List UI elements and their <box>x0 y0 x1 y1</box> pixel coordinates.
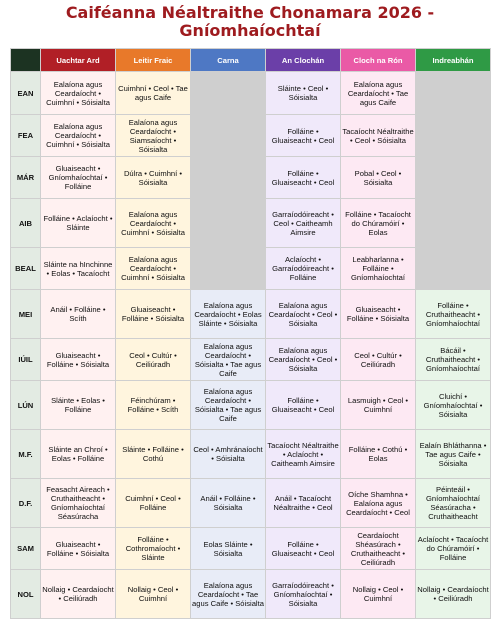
activity-cell: Ealaíona agus Ceardaíocht • Tae agus Caife <box>341 72 416 115</box>
header-row <box>11 49 491 72</box>
activity-cell: Folláine • Cruthaitheacht • Gníomhaíochtaí <box>416 290 491 339</box>
month-label: MEI <box>11 290 41 339</box>
month-label: FEA <box>11 115 41 157</box>
activity-cell: Nollaig • Ceol • Cuimhní <box>341 570 416 619</box>
activity-cell: Gluaiseacht • Folláine • Sóisialta <box>41 528 116 570</box>
table-row <box>11 199 491 248</box>
month-label: AIB <box>11 199 41 248</box>
activity-cell: Nollaig • Ceol • Cuimhní <box>116 570 191 619</box>
column-header: Carna <box>191 49 266 72</box>
activity-cell: Folláine • Gluaiseacht • Ceol <box>266 157 341 199</box>
page-title <box>0 0 500 42</box>
activity-cell: Garraíodóireacht • Ceol • Caitheamh Aimsire <box>266 199 341 248</box>
activity-cell: Sláinte • Ceol • Sóisialta <box>266 72 341 115</box>
table-row <box>11 72 491 115</box>
month-label: LÚN <box>11 381 41 430</box>
month-label: MÁR <box>11 157 41 199</box>
activity-cell: Ealaíona agus Ceardaíocht • Cuimhní • Sóisialta <box>41 72 116 115</box>
activity-cell: Bácáil • Cruthaitheacht • Gníomhaíochtaí <box>416 339 491 381</box>
column-header: Cloch na Rón <box>341 49 416 72</box>
activity-cell: Leabharlanna • Folláine • Gníomhaíochtaí <box>341 248 416 290</box>
empty-cell <box>191 199 266 248</box>
activity-cell: Anáil • Folláine • Sóisialta <box>191 479 266 528</box>
activity-cell: Nollaig • Ceardaíocht • Ceiliúradh <box>416 570 491 619</box>
empty-cell <box>416 72 491 115</box>
month-label: NOL <box>11 570 41 619</box>
activity-cell: Pobal • Ceol • Sóisialta <box>341 157 416 199</box>
page-title-line-2: Gníomhaíochtaí <box>179 21 321 40</box>
activity-cell: Aclaíocht • Tacaíocht do Chúramóirí • Folláine <box>416 528 491 570</box>
activity-cell: Péinteáil • Gníomhaíochtaí Séasúracha • Cruthaitheacht <box>416 479 491 528</box>
activity-cell: Féinchúram • Folláine • Scíth <box>116 381 191 430</box>
activity-cell: Folláine • Cothromaíocht • Sláinte <box>116 528 191 570</box>
month-label: EAN <box>11 72 41 115</box>
table-row <box>11 479 491 528</box>
activity-cell: Nollaig • Ceardaíocht • Ceiliúradh <box>41 570 116 619</box>
table-row <box>11 381 491 430</box>
empty-cell <box>416 157 491 199</box>
activity-cell: Folláine • Tacaíocht do Chúramóirí • Eolas <box>341 199 416 248</box>
activity-cell: Tacaíocht Néaltraithe • Ceol • Sóisialta <box>341 115 416 157</box>
empty-cell <box>416 115 491 157</box>
activity-cell: Lasmuigh • Ceol • Cuimhní <box>341 381 416 430</box>
column-header: An Clochán <box>266 49 341 72</box>
month-label: M.F. <box>11 430 41 479</box>
activity-cell: Gluaiseacht • Folláine • Sóisialta <box>41 339 116 381</box>
activity-cell: Ealaíona agus Ceardaíocht • Ceol • Sóisialta <box>266 290 341 339</box>
table-row <box>11 290 491 339</box>
activity-cell: Ealaíona agus Ceardaíocht • Siamsaíocht • Sóisialta <box>116 115 191 157</box>
activity-cell: Sláinte na hInchinne • Eolas • Tacaíocht <box>41 248 116 290</box>
schedule-body <box>11 72 491 619</box>
empty-cell <box>191 248 266 290</box>
empty-cell <box>191 157 266 199</box>
activity-cell: Folláine • Gluaiseacht • Ceol <box>266 528 341 570</box>
page-title-line-1: Caiféanna Néaltraithe Chonamara 2026 - <box>65 3 435 22</box>
table-row <box>11 248 491 290</box>
schedule-table <box>10 48 491 619</box>
activity-cell: Ealaíona agus Ceardaíocht • Tae agus Caife • Sóisialta <box>191 570 266 619</box>
activity-cell: Cluichí • Gníomhaíochtaí • Sóisialta <box>416 381 491 430</box>
activity-cell: Aclaíocht • Garraíodóireacht • Folláine <box>266 248 341 290</box>
activity-cell: Garraíodóireacht • Gníomhaíochtaí • Sóisialta <box>266 570 341 619</box>
activity-cell: Ealaíona agus Ceardaíocht • Cuimhní • Sóisialta <box>41 115 116 157</box>
empty-cell <box>416 248 491 290</box>
table-row <box>11 115 491 157</box>
activity-cell: Dúlra • Cuimhní • Sóisialta <box>116 157 191 199</box>
activity-cell: Gluaiseacht • Folláine • Sóisialta <box>116 290 191 339</box>
activity-cell: Ealaíona agus Ceardaíocht • Ceol • Sóisialta <box>266 339 341 381</box>
activity-cell: Gluaiseacht • Gníomhaíochtaí • Folláine <box>41 157 116 199</box>
empty-cell <box>416 199 491 248</box>
month-label: D.F. <box>11 479 41 528</box>
activity-cell: Ealaíona agus Ceardaíocht • Sóisialta • Tae agus Caife <box>191 381 266 430</box>
activity-cell: Ceol • Cultúr • Ceiliúradh <box>341 339 416 381</box>
activity-cell: Ealaíona agus Ceardaíocht • Cuimhní • Sóisialta <box>116 199 191 248</box>
table-row <box>11 570 491 619</box>
column-header: Leitir Fraic <box>116 49 191 72</box>
table-row <box>11 528 491 570</box>
activity-cell: Folláine • Aclaíocht • Sláinte <box>41 199 116 248</box>
activity-cell: Cuimhní • Ceol • Tae agus Caife <box>116 72 191 115</box>
activity-cell: Anáil • Tacaíocht Néaltraithe • Ceol <box>266 479 341 528</box>
month-label: SAM <box>11 528 41 570</box>
table-row <box>11 339 491 381</box>
activity-cell: Cuimhní • Ceol • Folláine <box>116 479 191 528</box>
column-header: Indreabhán <box>416 49 491 72</box>
month-label: IÚIL <box>11 339 41 381</box>
activity-cell: Gluaiseacht • Folláine • Sóisialta <box>341 290 416 339</box>
corner-cell <box>11 49 41 72</box>
empty-cell <box>191 72 266 115</box>
activity-cell: Ealaíona agus Ceardaíocht • Cuimhní • Sóisialta <box>116 248 191 290</box>
activity-cell: Ceol • Cultúr • Ceiliúradh <box>116 339 191 381</box>
activity-cell: Feasacht Aireach • Cruthaitheacht • Gníomhaíochtaí Séasúracha <box>41 479 116 528</box>
activity-cell: Folláine • Cothú • Eolas <box>341 430 416 479</box>
activity-cell: Folláine • Gluaiseacht • Ceol <box>266 115 341 157</box>
activity-cell: Folláine • Gluaiseacht • Ceol <box>266 381 341 430</box>
column-header: Uachtar Ard <box>41 49 116 72</box>
activity-cell: Tacaíocht Néaltraithe • Aclaíocht • Caitheamh Aimsire <box>266 430 341 479</box>
activity-cell: Ealaín Bhláthanna • Tae agus Caife • Sóisialta <box>416 430 491 479</box>
table-row <box>11 157 491 199</box>
activity-cell: Ealaíona agus Ceardaíocht • Eolas Sláinte • Sóisialta <box>191 290 266 339</box>
activity-cell: Oíche Shamhna • Ealaíona agus Ceardaíocht • Ceol <box>341 479 416 528</box>
activity-cell: Sláinte • Eolas • Folláine <box>41 381 116 430</box>
table-row <box>11 430 491 479</box>
activity-cell: Ceol • Amhránaíocht • Sóisialta <box>191 430 266 479</box>
activity-cell: Sláinte • Folláine • Cothú <box>116 430 191 479</box>
activity-cell: Anáil • Folláine • Scíth <box>41 290 116 339</box>
activity-cell: Ealaíona agus Ceardaíocht • Sóisialta • Tae agus Caife <box>191 339 266 381</box>
activity-cell: Sláinte an Chroí • Eolas • Folláine <box>41 430 116 479</box>
activity-cell: Ceardaíocht Shéasúrach • Cruthaitheacht • Ceiliúradh <box>341 528 416 570</box>
activity-cell: Eolas Sláinte • Sóisialta <box>191 528 266 570</box>
month-label: BEAL <box>11 248 41 290</box>
empty-cell <box>191 115 266 157</box>
